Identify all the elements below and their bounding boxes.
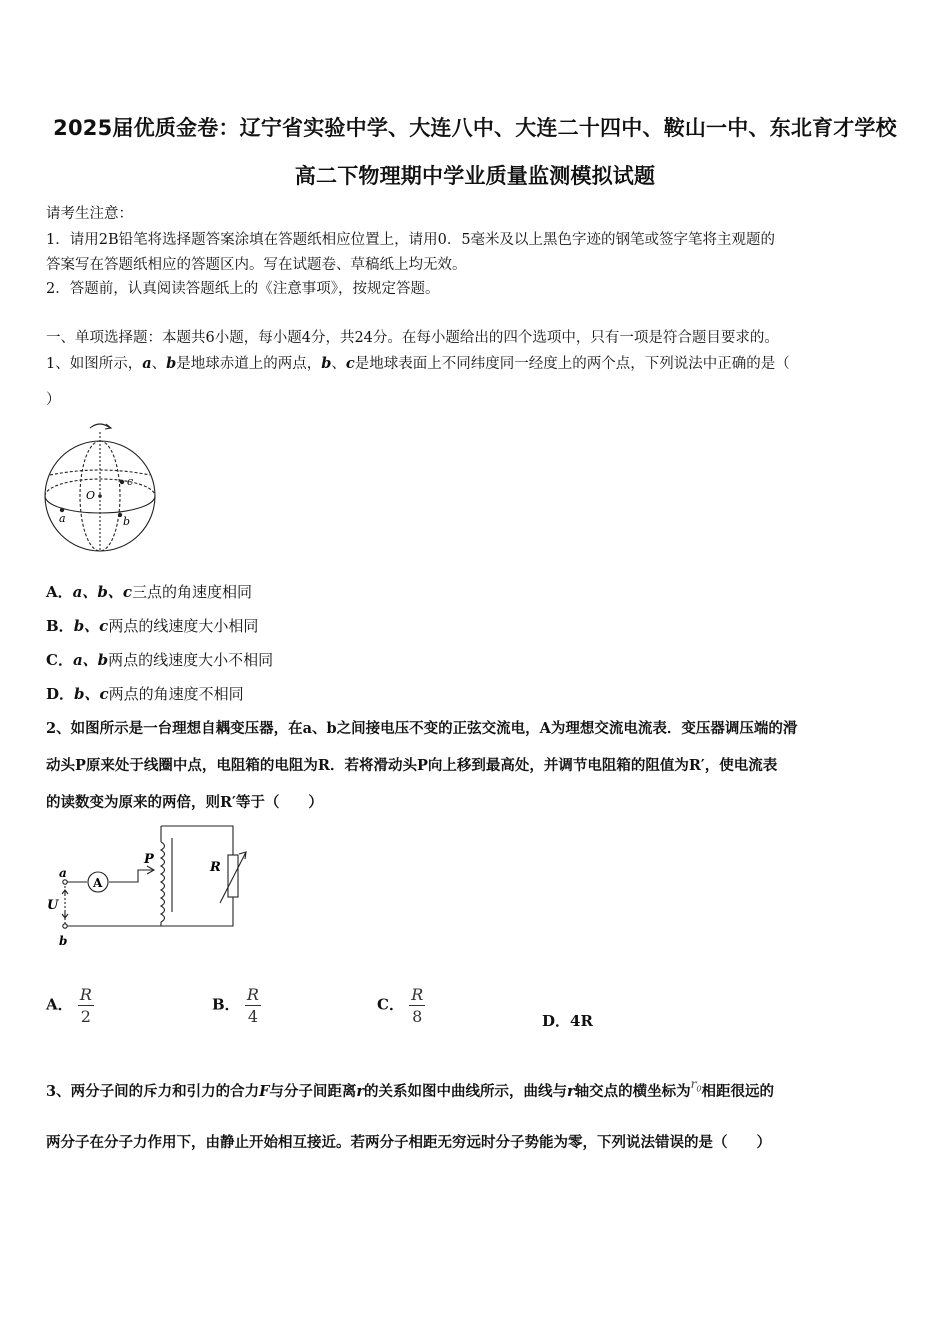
point-c-dot (120, 480, 124, 484)
exam-title-line1: 2025届优质金卷：辽宁省实验中学、大连八中、大连二十四中、鞍山一中、东北育才学校 (53, 116, 897, 140)
q1-option-d[interactable]: D．b、c两点的角速度不相同 (46, 685, 244, 703)
ammeter-label: A (93, 876, 103, 890)
label-a: a (59, 512, 66, 525)
label-O: O (86, 489, 96, 502)
q2-option-d[interactable]: D．4R (542, 1012, 593, 1030)
q3-line2: 两分子在分子力作用下，由静止开始相互接近。若两分子相距无穷远时分子势能为零，下列说法错误的是（ ） (46, 1134, 771, 1151)
point-b-dot (118, 513, 122, 517)
label-b: b (123, 515, 131, 528)
q1-option-a[interactable]: A．a、b、c三点的角速度相同 (46, 583, 252, 601)
notice-heading: 请考生注意： (46, 206, 133, 222)
q2-line3: 的读数变为原来的两倍，则R′等于（ ） (46, 794, 323, 811)
q1-stem: 1、如图所示，a、b是地球赤道上的两点，b、c是地球表面上不同纬度同一经度上的两个点，下列说法中正确的是（ (46, 355, 790, 372)
fraction-r-over-2: $\frac{R}{2}$ (79, 985, 92, 1026)
notice-item1-line2: 答案写在答题纸相应的答题区内。写在试题卷、草稿纸上均无效。 (46, 257, 467, 273)
q1-option-c[interactable]: C．a、b两点的线速度大小不相同 (46, 651, 274, 669)
transformer-circuit (40, 818, 260, 953)
label-P: P (144, 852, 154, 867)
r0-symbol: r0 (690, 1077, 702, 1094)
q2-option-c[interactable]: C． $\frac{R}{8}$ (377, 985, 424, 1026)
section1-heading: 一、单项选择题：本题共6小题，每小题4分，共24分。在每小题给出的四个选项中，只有一项是符合题目要求的。 (46, 330, 779, 346)
earth-figure (40, 418, 162, 556)
center-dot (98, 494, 102, 498)
label-R: R (210, 860, 221, 875)
q2-option-b[interactable]: B． $\frac{R}{4}$ (212, 985, 259, 1026)
q2-option-a[interactable]: A． $\frac{R}{2}$ (46, 985, 92, 1026)
q2-line1: 2、如图所示是一台理想自耦变压器，在a、b之间接电压不变的正弦交流电，A为理想交流电流表．变压器调压端的滑 (46, 720, 798, 737)
fraction-r-over-8: $\frac{R}{8}$ (411, 985, 424, 1026)
q3-line1: 3、两分子间的斥力和引力的合力F与分子间距离r的关系如图中曲线所示，曲线与r轴交点的横坐标为$^{r_0}$相距很远的 (46, 1077, 775, 1100)
q1-option-b[interactable]: B．b、c两点的线速度大小相同 (46, 617, 259, 635)
q1-stem-close: ） (46, 392, 61, 408)
label-U: U (47, 898, 59, 913)
q2-line2: 动头P原来处于线圈中点，电阻箱的电阻为R．若将滑动头P向上移到最高处，并调节电阻箱的阻值为R′，使电流表 (46, 757, 778, 774)
label-a-terminal: a (59, 866, 67, 880)
label-b-terminal: b (59, 934, 68, 948)
notice-item1-line1: 1．请用2B铅笔将选择题答案涂填在答题纸相应位置上，请用0．5毫米及以上黑色字迹的钢笔或签字笔将主观题的 (46, 232, 776, 248)
label-c: c (127, 475, 134, 488)
notice-item2: 2．答题前，认真阅读答题纸上的《注意事项》，按规定答题。 (46, 281, 440, 297)
exam-title-line2: 高二下物理期中学业质量监测模拟试题 (294, 164, 656, 188)
fraction-r-over-4: $\frac{R}{4}$ (246, 985, 259, 1026)
